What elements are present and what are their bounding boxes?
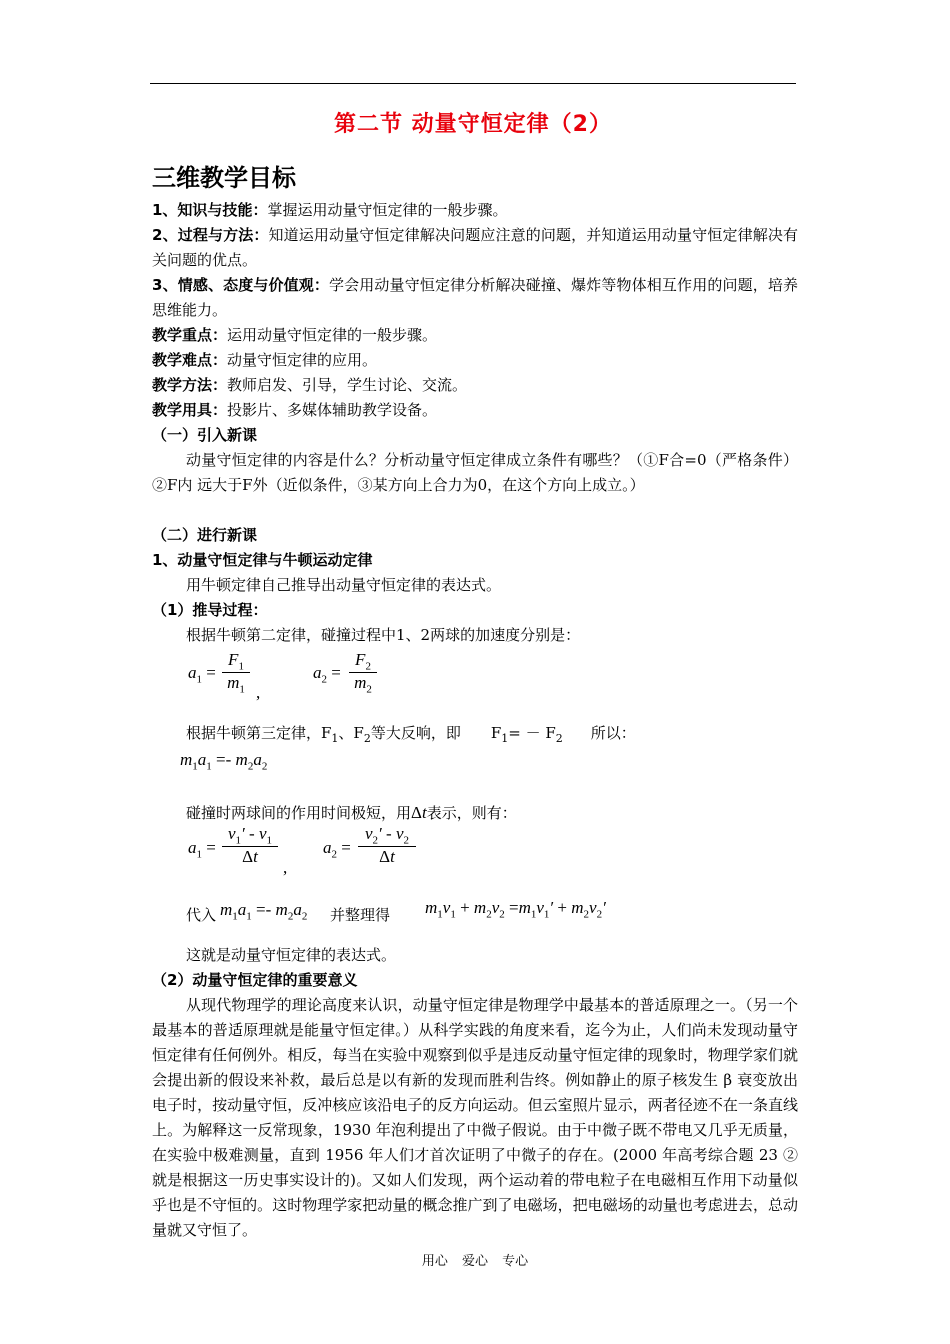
goal-1: 1、知识与技能：掌握运用动量守恒定律的一般步骤。 [152,201,508,219]
page-title: 第二节 动量守恒定律（2） [334,112,612,137]
eq-a1-fraction: $\frac{F_1}{m_1}$ [222,650,250,696]
intro-text: 动量守恒定律的内容是什么？分析动量守恒定律成立条件有哪些？（①F合=0（严格条件）②F内 远大于F外（近似条件，③某方向上合力为0，在这个方向上成立。） [152,451,798,494]
subsection-1: 1、动量守恒定律与牛顿运动定律 [152,551,373,569]
intro-heading: （一）引入新课 [152,426,258,444]
rearrange-text: 并整理得 [330,906,391,924]
newton-third-law-line: 根据牛顿第三定律，$F_1$、$F_2$等大反响，即 $F_1= - F_2$ 所以： [186,724,636,745]
teaching-method: 教学方法：教师启发、引导，学生讨论、交流。 [152,376,468,394]
eq-a2-lhs: $a_2$ = [313,663,341,686]
collision-time-line: 碰撞时两球间的作用时间极短，用Δt表示，则有： [186,803,517,822]
teaching-tools: 教学用具：投影片、多媒体辅助教学设备。 [152,401,438,419]
eq-a1-lhs: $a_1$ = [188,663,216,686]
eq-a1-velocity-lhs: $a_1$ = [188,838,216,861]
eq-a1-velocity-fraction: $\frac{v_1' - v_1}{\Delta t}$ [222,824,278,867]
eq-a2-velocity-fraction: $\frac{v_2' - v_2}{\Delta t}$ [358,824,416,867]
header-rule [150,83,796,84]
teaching-focus: 教学重点：运用动量守恒定律的一般步骤。 [152,326,438,344]
eq-m1a1-m2a2: $m_1a_1 =- m_2a_2$ [180,750,268,773]
page-footer: 用心 爱心 专心 [421,1254,529,1269]
derive-intro: 用牛顿定律自己推导出动量守恒定律的表达式。 [186,576,502,594]
teaching-difficulty: 教学难点：动量守恒定律的应用。 [152,351,378,369]
derivation-heading: （1）推导过程： [152,601,268,619]
expression-conclusion: 这就是动量守恒定律的表达式。 [186,946,397,964]
newlesson-heading: （二）进行新课 [152,526,258,544]
significance-paragraph: 从现代物理学的理论高度来认识，动量守恒定律是物理学中最基本的普适原理之一。（另一个最基本的普适原理就是能量守恒定律。）从科学实践的角度来看，迄今为止，人们尚未发现动量守恒定律有任何例外。相反，每当在实验中观察到似乎是违反动量守恒定律的现象时，物理学家们就会提出新的假设来补救，最后总是以有新的发现而胜利告终。例如静止的原子核发生 β 衰变放出电子时，按动量守恒，反冲核应该沿电子的反方向运动。但云室照片显示，两者径迹不在一条直线上。为解释这一反常现象，1930 年泡利提出了中微子假说。由于中微子既不带电又几乎无质量，在实验中极难测量，直到 1956 年人们才首次证明了中微子的存在。(2000 年高考综合题 23 ② 就是根据这一历史事实设计的)。又如人们发现，两个运动着的带电粒子在电磁相互作用下动量似乎也是不守恒的。这时物理学家把动量的概念推广到了电磁场，把电磁场的动量也考虑进去，总动量就又守恒了。 [152,996,798,1239]
newton-second-law-line: 根据牛顿第二定律，碰撞过程中1、2两球的加速度分别是： [186,626,581,644]
eq-a2-fraction: $\frac{F_2}{m_2}$ [349,650,377,696]
substitute-line: 代入 [186,906,217,924]
eq-substitute: $m_1a_1 =- m_2a_2$ [220,900,308,923]
goal-3: 3、情感、态度与价值观：学会用动量守恒定律分析解决碰撞、爆炸等物体相互作用的问题，培养思维能力。 [152,276,798,319]
subsection-2: （2）动量守恒定律的重要意义 [152,971,358,989]
eq-momentum-conservation: $m_1v_1 + m_2v_2 =m_1v_1' + m_2v_2'$ [425,898,606,921]
goal-2: 2、过程与方法：知道运用动量守恒定律解决问题应注意的问题，并知道运用动量守恒定律解决有关问题的优点。 [152,226,798,269]
section-heading: 三维教学目标 [152,164,296,192]
eq-a2-velocity-lhs: $a_2$ = [323,838,351,861]
eq-comma: , [256,683,261,702]
eq-comma-2: , [283,858,288,877]
